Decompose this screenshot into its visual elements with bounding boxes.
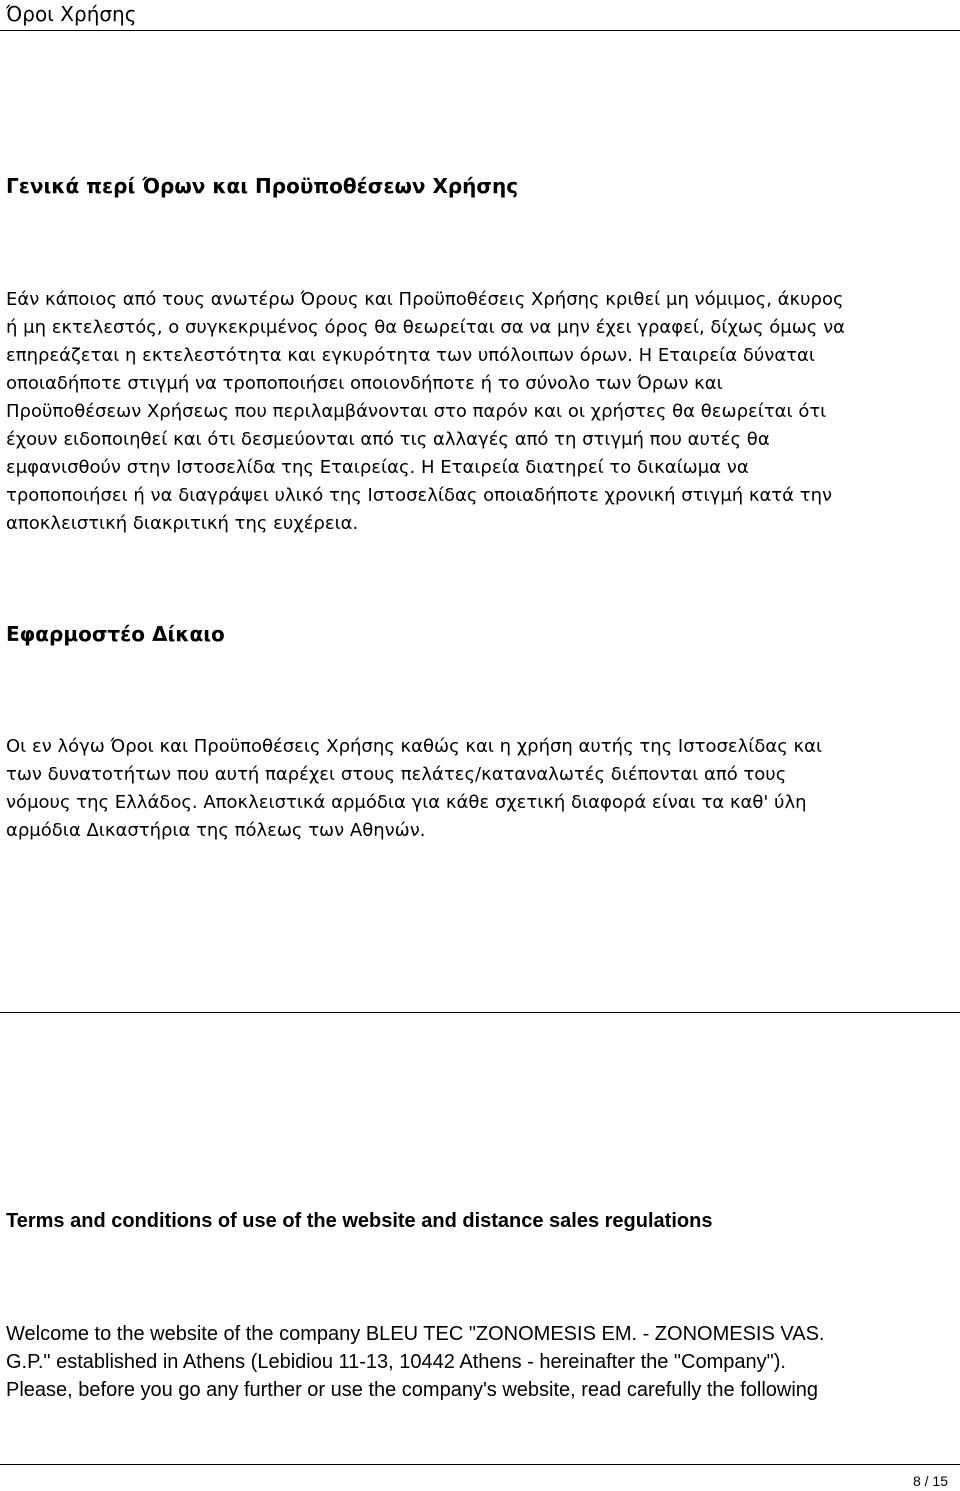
english-terms-heading: Terms and conditions of use of the website and distance sales regulations <box>6 1210 713 1232</box>
paragraph-line: Οι εν λόγω Όροι και Προϋποθέσεις Χρήσης καθώς και η χρήση αυτής της Ιστοσελίδας και <box>6 736 823 757</box>
paragraph-line: νόμους της Ελλάδος. Αποκλειστικά αρμόδια για κάθε σχετική διαφορά είναι τα καθ' ύλη <box>6 792 807 813</box>
document-title: Όροι Χρήσης <box>6 2 137 26</box>
paragraph-line: Please, before you go any further or use the company's website, read carefully the following <box>6 1379 819 1401</box>
section-divider <box>0 1012 960 1013</box>
paragraph-line: ή μη εκτελεστός, ο συγκεκριμένος όρος θα θεωρείται σα να μην έχει γραφεί, δίχως όμως να <box>6 317 846 338</box>
paragraph-line: Welcome to the website of the company BLEU TEC "ZONOMESIS EM. - ZONOMESIS VAS. <box>6 1323 825 1345</box>
paragraph-line: Προϋποθέσεων Χρήσεως που περιλαμβάνονται στο παρόν και οι χρήστες θα θεωρείται ότι <box>6 401 827 422</box>
applicable-law-paragraph <box>6 733 960 845</box>
paragraph-line: οποιαδήποτε στιγμή να τροποποιήσει οποιονδήποτε ή το σύνολο των Όρων και <box>6 373 723 394</box>
paragraph-line: εμφανισθούν στην Ιστοσελίδα της Εταιρείας. Η Εταιρεία διατηρεί το δικαίωμα να <box>6 457 749 478</box>
paragraph-line: επηρεάζεται η εκτελεστότητα και εγκυρότητα των υπόλοιπων όρων. Η Εταιρεία δύναται <box>6 345 815 366</box>
paragraph-line: τροποποιήσει ή να διαγράψει υλικό της Ιστοσελίδας οποιαδήποτε χρονική στιγμή κατά την <box>6 485 833 506</box>
paragraph-line: Εάν κάποιος από τους ανωτέρω Όρους και Προϋποθέσεις Χρήσης κριθεί μη νόμιμος, άκυρος <box>6 289 844 310</box>
general-terms-paragraph <box>6 286 960 538</box>
general-terms-heading: Γενικά περί Όρων και Προϋποθέσεων Χρήσης <box>6 174 519 198</box>
applicable-law-heading: Εφαρμοστέο Δίκαιο <box>6 622 225 646</box>
paragraph-line: αρμόδια Δικαστήρια της πόλεως των Αθηνών. <box>6 820 426 841</box>
page-number: 8 / 15 <box>912 1473 948 1489</box>
paragraph-line: των δυνατοτήτων που αυτή παρέχει στους πελάτες/καταναλωτές διέπονται από τους <box>6 764 787 785</box>
paragraph-line: G.P." established in Athens (Lebidiou 11-13, 10442 Athens - hereinafter the "Company"). <box>6 1351 786 1373</box>
paragraph-line: αποκλειστική διακριτική της ευχέρεια. <box>6 513 359 534</box>
paragraph-line: έχουν ειδοποιηθεί και ότι δεσμεύονται από τις αλλαγές από τη στιγμή που αυτές θα <box>6 429 770 450</box>
english-terms-paragraph <box>6 1320 960 1404</box>
page-footer <box>0 1464 960 1491</box>
page-header <box>0 0 960 31</box>
